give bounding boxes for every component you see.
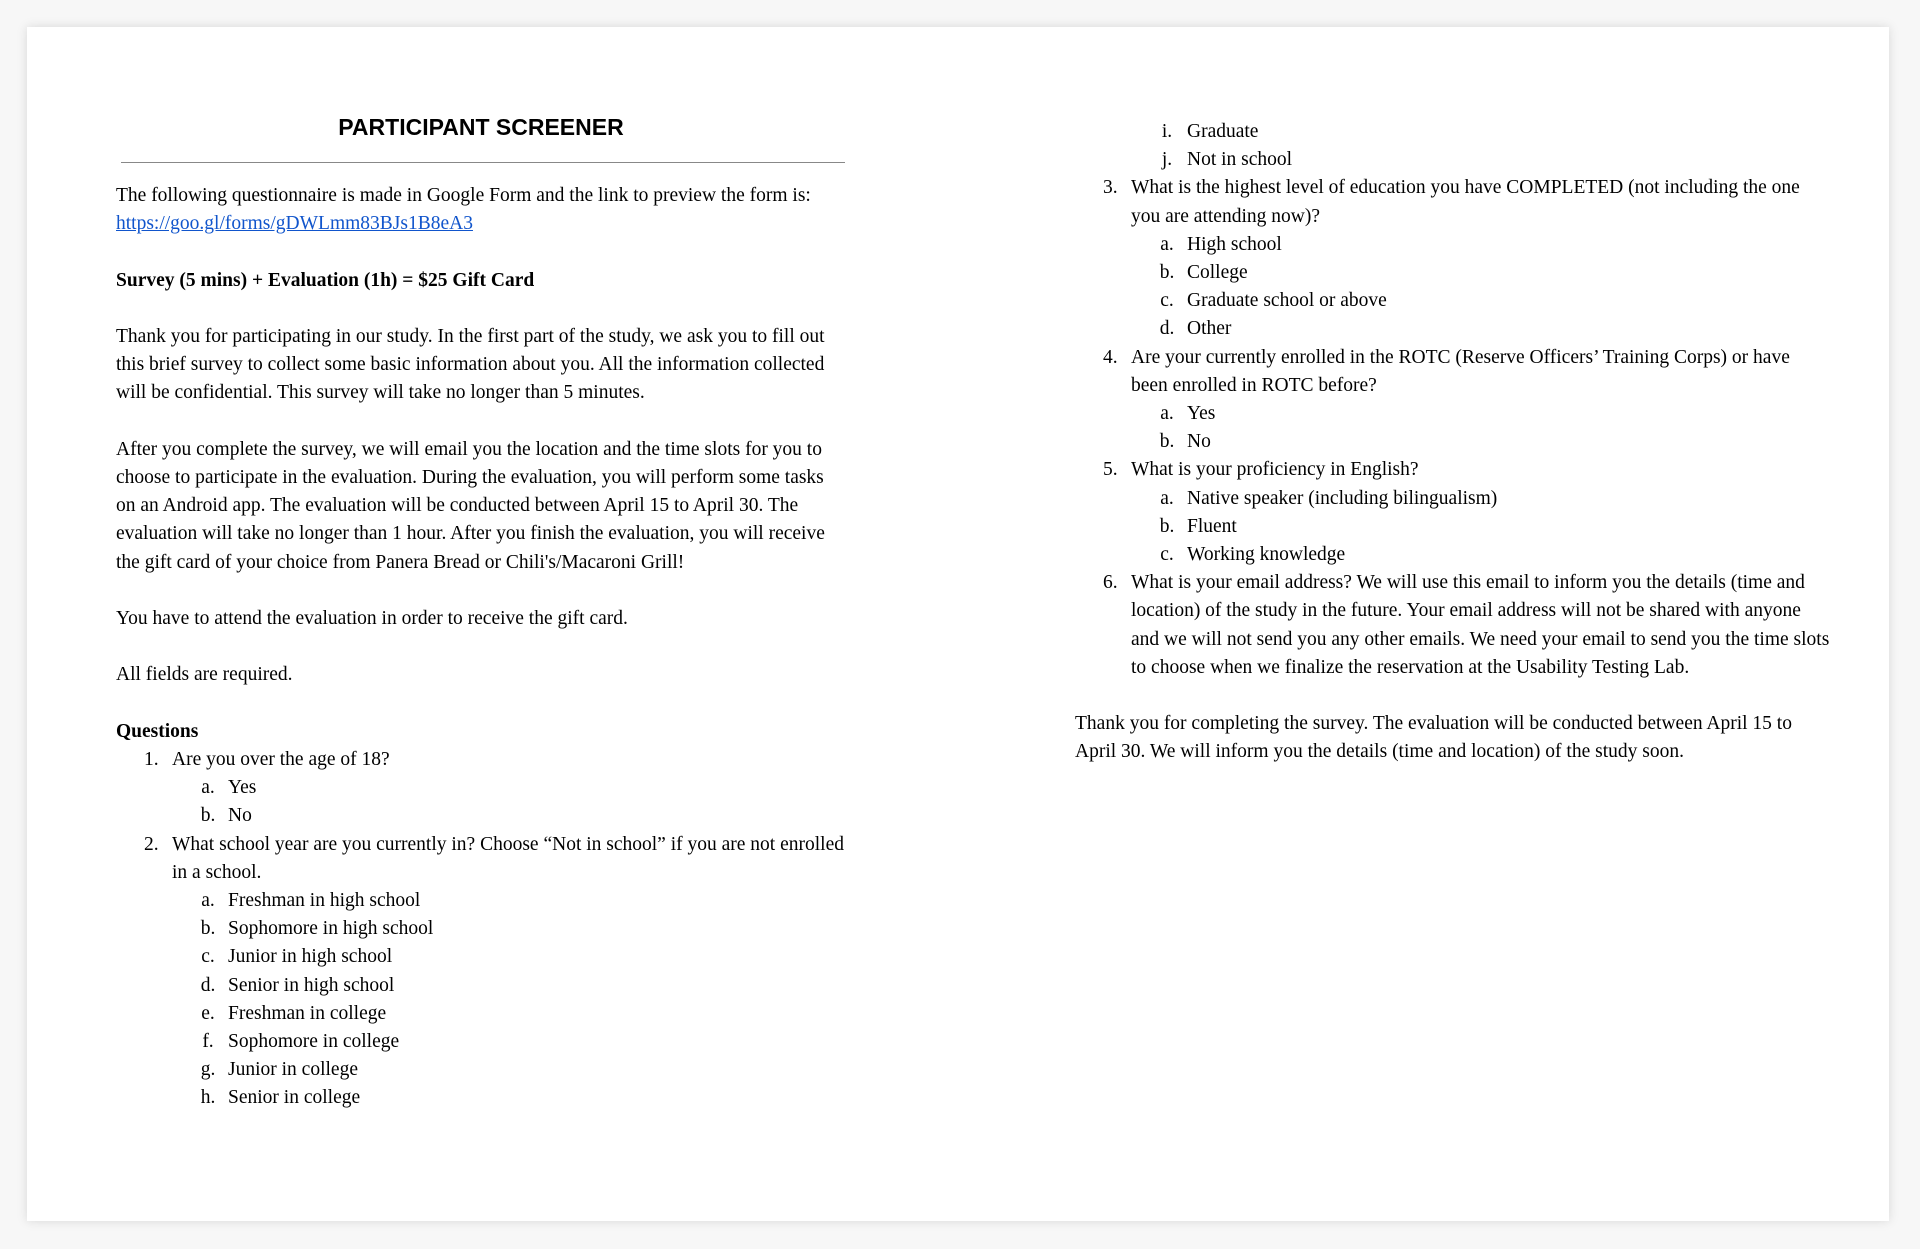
option-label: Junior in high school xyxy=(228,946,393,968)
document-page xyxy=(27,27,1889,1221)
list-item xyxy=(1075,428,1835,456)
list-item xyxy=(116,943,846,971)
reward-line: Survey (5 mins) + Evaluation (1h) = $25 Gift Card xyxy=(116,269,535,291)
question-text: Are your currently enrolled in the ROTC (Reserve Officers’ Training Corps) or have been enrolled in ROTC before? xyxy=(1131,346,1790,396)
list-item xyxy=(116,1084,846,1112)
question-text: What school year are you currently in? Choose “Not in school” if you are not enrolled in a school. xyxy=(172,833,844,883)
option-label: Senior in college xyxy=(228,1087,361,1109)
option-letter: b. xyxy=(1159,262,1175,284)
question-text: What is your proficiency in English? xyxy=(1131,459,1419,481)
option-label: Yes xyxy=(1187,403,1216,425)
option-label: Graduate xyxy=(1187,121,1259,142)
option-letter: c. xyxy=(201,946,215,968)
option-letter: a. xyxy=(1160,403,1174,425)
option-letter: g. xyxy=(200,1059,216,1081)
option-letter: b. xyxy=(200,805,216,827)
option-label: Yes xyxy=(228,777,257,799)
right-column xyxy=(1075,118,1835,766)
option-label: Not in school xyxy=(1187,149,1293,171)
option-letter: e. xyxy=(201,1002,215,1024)
option-label: Working knowledge xyxy=(1187,544,1346,566)
option-letter: d. xyxy=(1159,318,1175,340)
form-link[interactable]: https://goo.gl/forms/gDWLmm83BJs1B8eA3 xyxy=(116,213,473,235)
list-item xyxy=(116,1000,846,1028)
list-item xyxy=(1075,146,1835,174)
option-label: Freshman in high school xyxy=(228,889,421,911)
option-label: No xyxy=(228,805,252,827)
question-5 xyxy=(1075,456,1835,484)
option-label: Junior in college xyxy=(228,1059,358,1081)
paragraph-evaluation-info: After you complete the survey, we will email you the location and the time slots for you to choose to participate in the evaluation. During the evaluation, you will perform some tasks on an Android app. The evaluation will be conducted between April 15 to April 30. The evaluation will take no longer than 1 hour. After you finish the evaluation, you will receive the gift card of your choice from Panera Bread or Chili's/Macaroni Grill! xyxy=(116,438,825,573)
option-label: Sophomore in high school xyxy=(228,918,434,940)
option-letter: j. xyxy=(1161,149,1173,171)
option-label: Fluent xyxy=(1187,515,1237,537)
option-letter: c. xyxy=(1160,544,1174,566)
question-number: 5. xyxy=(1103,459,1118,481)
left-column xyxy=(116,112,846,1113)
option-label: Native speaker (including bilingualism) xyxy=(1187,487,1498,509)
intro-paragraph xyxy=(116,182,846,238)
option-letter: a. xyxy=(201,777,215,799)
paragraph-attendance: You have to attend the evaluation in order to receive the gift card. xyxy=(116,607,628,629)
question-text: What is the highest level of education you have COMPLETED (not including the one you are attending now)? xyxy=(1131,177,1800,227)
list-item xyxy=(1075,541,1835,569)
list-item xyxy=(116,887,846,915)
option-label: College xyxy=(1187,262,1248,284)
option-label: Other xyxy=(1187,318,1232,340)
list-item xyxy=(116,1056,846,1084)
option-label: Freshman in college xyxy=(228,1002,387,1024)
option-label: No xyxy=(1187,431,1211,453)
option-letter: b. xyxy=(200,918,216,940)
list-item xyxy=(1075,287,1835,315)
list-item xyxy=(1075,400,1835,428)
list-item xyxy=(1075,513,1835,541)
question-3 xyxy=(1075,174,1835,230)
question-4 xyxy=(1075,344,1835,400)
question-6 xyxy=(1075,569,1835,682)
question-2 xyxy=(116,831,846,887)
option-letter: d. xyxy=(200,974,216,996)
list-item xyxy=(116,802,846,830)
list-item xyxy=(116,915,846,943)
closing-paragraph: Thank you for completing the survey. The evaluation will be conducted between April 15 to April 30. We will inform you the details (time and location) of the study soon. xyxy=(1075,713,1792,763)
page-title: PARTICIPANT SCREENER xyxy=(338,114,624,140)
question-1 xyxy=(116,746,846,774)
list-item xyxy=(1075,118,1835,146)
list-item xyxy=(1075,259,1835,287)
option-label: Senior in high school xyxy=(228,974,395,996)
question-number: 6. xyxy=(1103,572,1118,594)
intro-text: The following questionnaire is made in Google Form and the link to preview the form is: xyxy=(116,185,811,206)
option-letter: i. xyxy=(1161,121,1173,142)
list-item xyxy=(116,1028,846,1056)
question-number: 1. xyxy=(144,748,159,770)
question-text: Are you over the age of 18? xyxy=(172,748,390,770)
list-item xyxy=(1075,485,1835,513)
option-letter: c. xyxy=(1160,290,1174,312)
option-letter: a. xyxy=(1160,487,1174,509)
title-divider xyxy=(121,162,845,163)
question-number: 3. xyxy=(1103,177,1118,199)
question-text: What is your email address? We will use this email to inform you the details (time and location) of the study in the future. Your email address will not be shared with anyone and we will not send you any other emails. We need your email to send you the time slots to choose when we finalize the reservation at the Usability Testing Lab. xyxy=(1131,572,1830,678)
option-letter: f. xyxy=(202,1031,214,1052)
option-letter: a. xyxy=(201,889,215,911)
option-letter: a. xyxy=(1160,233,1174,255)
question-number: 2. xyxy=(144,833,159,855)
questions-heading: Questions xyxy=(116,720,199,742)
list-item xyxy=(116,774,846,802)
option-label: Sophomore in college xyxy=(228,1031,400,1052)
question-number: 4. xyxy=(1103,346,1118,368)
option-letter: h. xyxy=(200,1087,216,1109)
paragraph-required-fields: All fields are required. xyxy=(116,664,293,686)
list-item xyxy=(1075,231,1835,259)
option-letter: b. xyxy=(1159,431,1175,453)
option-label: Graduate school or above xyxy=(1187,290,1387,312)
option-letter: b. xyxy=(1159,515,1175,537)
paragraph-intro-study: Thank you for participating in our study. In the first part of the study, we ask you to fill out this brief survey to collect some basic information about you. All the information collected will be confidential. This survey will take no longer than 5 minutes. xyxy=(116,325,825,404)
option-label: High school xyxy=(1187,233,1282,255)
list-item xyxy=(116,972,846,1000)
list-item xyxy=(1075,315,1835,343)
